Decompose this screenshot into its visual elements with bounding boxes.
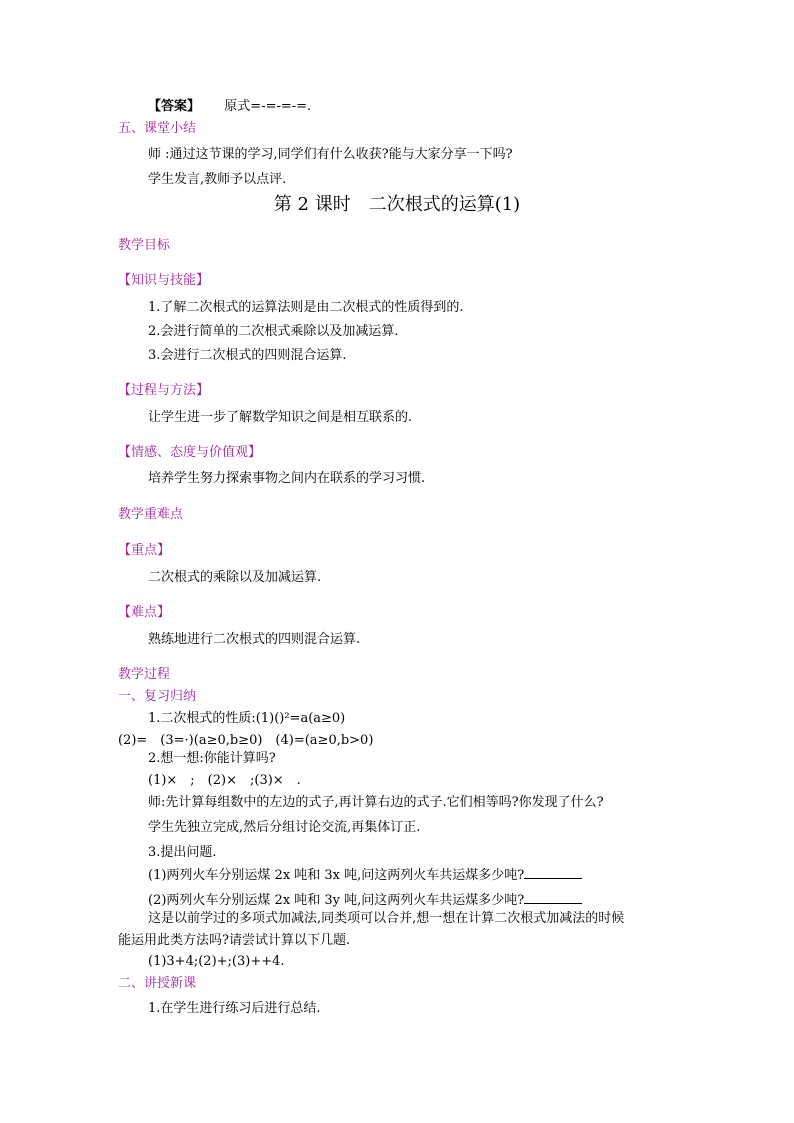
new-lesson-item1: 1.在学生进行练习后进行总结. xyxy=(148,1001,321,1016)
new-lesson-heading: 二、讲授新课 xyxy=(118,976,197,991)
attitude-text: 培养学生努力探索事物之间内在联系的学习习惯. xyxy=(148,471,426,486)
process-method-label: 【过程与方法】 xyxy=(118,383,210,398)
review-students: 学生先独立完成,然后分组讨论交流,再集体订正. xyxy=(148,820,421,835)
difficult-text: 熟练地进行二次根式的四则混合运算. xyxy=(148,632,361,647)
key-points-heading: 教学重难点 xyxy=(118,507,184,522)
knowledge-item: 2.会进行简单的二次根式乘除以及加减运算. xyxy=(148,324,399,339)
question-1-text: (1)两列火车分别运煤 2x 吨和 3x 吨,问这两列火车共运煤多少吨? xyxy=(148,868,525,883)
review-think: 2.想一想:你能计算吗? xyxy=(148,751,276,766)
review-paragraph-line2: 能运用此类方法吗?请尝试计算以下几题. xyxy=(118,933,351,948)
knowledge-item: 1.了解二次根式的运算法则是由二次根式的性质得到的. xyxy=(148,300,464,315)
summary-heading: 五、课堂小结 xyxy=(118,121,197,136)
review-heading: 一、复习归纳 xyxy=(118,689,197,704)
summary-teacher: 师 :通过这节课的学习,同学们有什么收获?能与大家分享一下吗? xyxy=(148,147,513,162)
review-prop2: (2)= (3=·)(a≥0,b≥0) (4)=(a≥0,b>0) xyxy=(118,733,374,748)
process-method-text: 让学生进一步了解数学知识之间是相互联系的. xyxy=(148,410,413,425)
attitude-label: 【情感、态度与价值观】 xyxy=(118,445,262,460)
lesson-title: 第 2 课时 二次根式的运算(1) xyxy=(273,194,521,215)
difficult-label: 【难点】 xyxy=(118,605,171,620)
key-label: 【重点】 xyxy=(118,543,171,558)
goals-heading: 教学目标 xyxy=(118,238,171,253)
knowledge-label: 【知识与技能】 xyxy=(118,273,210,288)
answer-blank xyxy=(524,891,582,904)
review-question-2 xyxy=(148,891,582,910)
answer-text: 原式=-=-=-=. xyxy=(224,99,312,114)
review-raise: 3.提出问题. xyxy=(148,845,217,860)
knowledge-item: 3.会进行二次根式的四则混合运算. xyxy=(148,348,347,363)
review-prop1: 1.二次根式的性质:(1)()²=a(a≥0) xyxy=(148,711,346,726)
process-heading: 教学过程 xyxy=(118,667,171,682)
review-question-1 xyxy=(148,866,582,885)
summary-students: 学生发言,教师予以点评. xyxy=(148,172,287,187)
key-text: 二次根式的乘除以及加减运算. xyxy=(148,570,322,585)
review-teacher: 师:先计算每组数中的左边的式子,再计算右边的式子.它们相等吗?你发现了什么? xyxy=(148,795,604,810)
review-exercises: (1)3+4;(2)+;(3)++4. xyxy=(148,954,285,969)
review-calc: (1)× ; (2)× ;(3)× . xyxy=(148,773,301,788)
question-2-text: (2)两列火车分别运煤 2x 吨和 3y 吨,问这两列火车共运煤多少吨? xyxy=(148,893,525,908)
answer-blank xyxy=(524,866,582,879)
answer-line xyxy=(148,98,311,116)
review-paragraph-line1: 这是以前学过的多项式加减法,同类项可以合并,想一想在计算二次根式加减法的时候 xyxy=(148,911,625,926)
answer-label: 【答案】 xyxy=(148,99,201,114)
